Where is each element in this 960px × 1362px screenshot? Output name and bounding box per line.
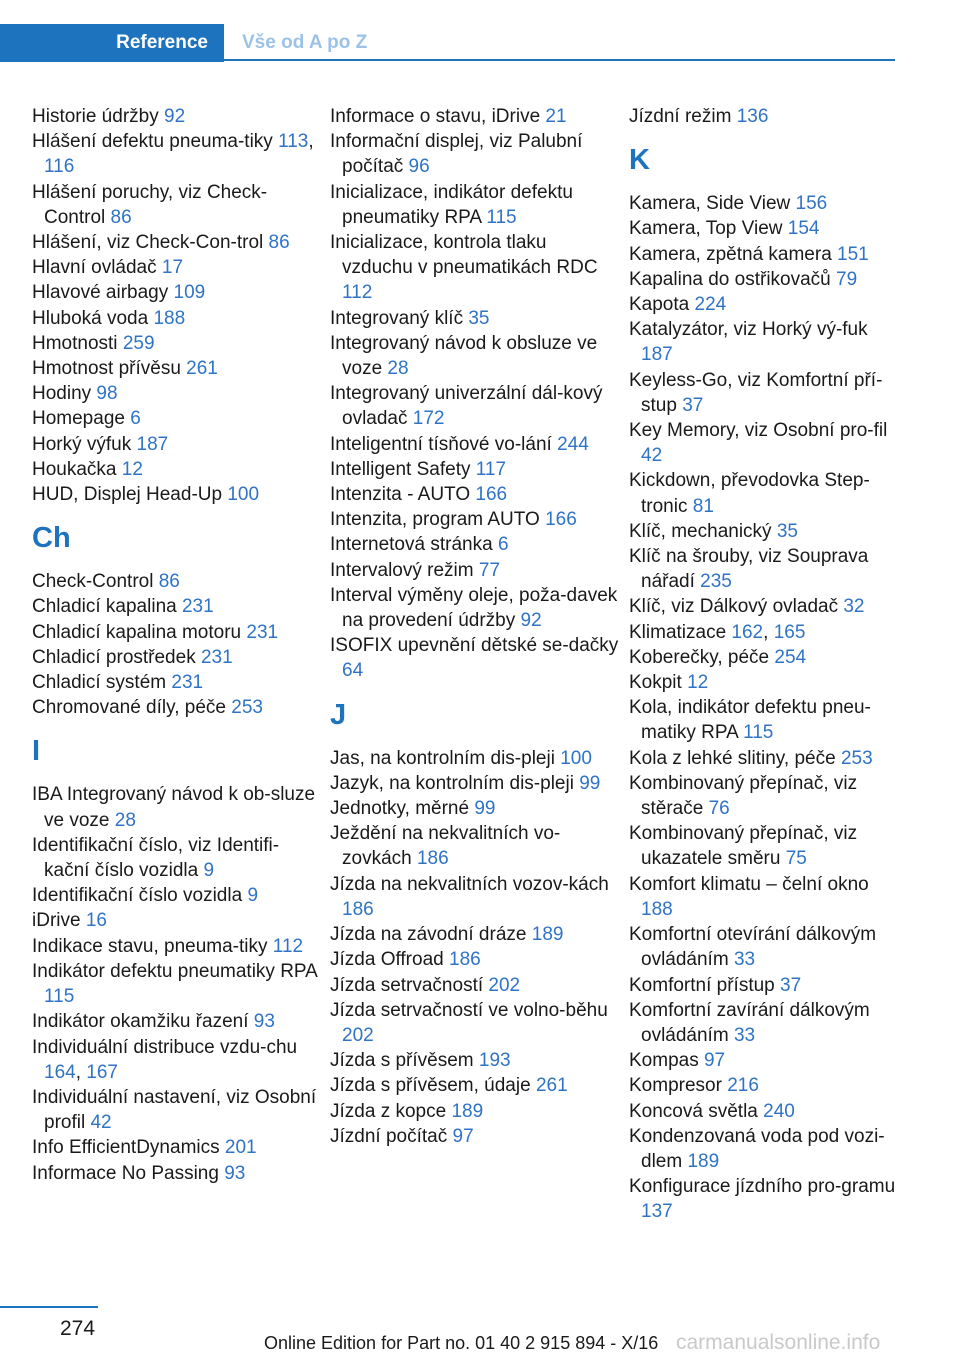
- index-term: Integrovaný klíč: [330, 307, 469, 329]
- index-term: Komfortní přístup: [629, 974, 781, 996]
- page-link[interactable]: 115: [44, 986, 75, 1008]
- index-column-3: [629, 104, 904, 1225]
- index-entry: [32, 331, 322, 356]
- page-link[interactable]: 188: [153, 307, 186, 329]
- page-link[interactable]: 100: [227, 484, 260, 506]
- index-entry: [330, 507, 620, 532]
- index-term: Identifikační číslo vozidla: [32, 885, 248, 907]
- page-link[interactable]: 166: [475, 484, 508, 506]
- index-term: Kapalina do ostřikovačů: [629, 268, 837, 290]
- index-term: Historie údržby: [32, 106, 164, 127]
- page-link[interactable]: 116: [44, 156, 75, 178]
- index-entry: [330, 872, 620, 922]
- index-entry: [629, 468, 904, 518]
- page-link[interactable]: 96: [408, 156, 430, 178]
- index-term: Koncová světla: [629, 1100, 764, 1122]
- page-link[interactable]: 86: [158, 571, 180, 593]
- page-link[interactable]: 109: [173, 282, 206, 304]
- page-link[interactable]: 202: [488, 974, 521, 996]
- index-entry: [629, 544, 904, 594]
- index-term: Jízda s přívěsem: [330, 1050, 479, 1072]
- index-entry: [629, 216, 904, 241]
- page-link[interactable]: 99: [579, 772, 601, 794]
- page-link[interactable]: 235: [700, 571, 732, 593]
- index-term: Hlavní ovládač: [32, 257, 162, 279]
- header-rule: [224, 59, 895, 61]
- tab-az[interactable]: Vše od A po Z: [242, 32, 368, 53]
- index-term: Jednotky, měrné: [330, 798, 475, 820]
- index-term: Integrovaný univerzální dál‐kový ovladač: [330, 383, 603, 430]
- index-entry: [629, 1099, 904, 1124]
- index-term: Klimatizace: [629, 621, 732, 643]
- page-link[interactable]: 9: [203, 860, 215, 882]
- index-term: Indikátor defektu pneumatiky RPA: [32, 960, 317, 982]
- page-link[interactable]: 259: [122, 332, 155, 354]
- index-term: Jízda setrvačností: [330, 974, 489, 996]
- index-entry: [32, 833, 322, 883]
- page-link[interactable]: 6: [130, 408, 141, 430]
- page-link[interactable]: 17: [161, 257, 184, 279]
- index-entry: [629, 872, 904, 922]
- index-entry: [330, 583, 620, 633]
- page-link[interactable]: 9: [247, 885, 259, 907]
- index-entry: [629, 519, 904, 544]
- page-link[interactable]: 162: [731, 621, 764, 643]
- index-entry: [629, 1174, 904, 1224]
- index-term: Hlášení defektu pneuma‐tiky: [32, 131, 279, 153]
- index-entry: [330, 381, 620, 431]
- index-entry: [330, 973, 620, 998]
- page-link[interactable]: 97: [703, 1050, 726, 1072]
- index-term: Kamera, Top View: [629, 218, 788, 240]
- page-link[interactable]: 240: [763, 1100, 795, 1122]
- index-term: Kapota: [629, 294, 695, 316]
- index-entry: [629, 771, 904, 821]
- page-link[interactable]: 112: [272, 935, 304, 957]
- page-link[interactable]: 93: [253, 1011, 275, 1033]
- page-link[interactable]: 231: [181, 596, 214, 618]
- index-entry: [629, 191, 904, 216]
- page-link[interactable]: 75: [785, 848, 807, 870]
- index-term: Indikátor okamžiku řazení: [32, 1011, 254, 1033]
- page-link[interactable]: 33: [733, 949, 756, 971]
- page-link[interactable]: 32: [843, 596, 865, 618]
- page-link[interactable]: 136: [736, 106, 769, 127]
- index-entry: [629, 1048, 904, 1073]
- index-term: Komfortní otevírání dálkovým ovládáním: [629, 924, 877, 971]
- index-term: Informační displej, viz Palubní počítač: [330, 131, 583, 178]
- index-entry: [32, 670, 322, 695]
- index-entry: [629, 418, 904, 468]
- index-entry: [32, 406, 322, 431]
- page-link[interactable]: 151: [837, 243, 869, 265]
- page-number: 274: [60, 1317, 96, 1340]
- index-entry: [32, 432, 322, 457]
- index-term: iDrive: [32, 910, 86, 932]
- index-entry: [32, 883, 322, 908]
- index-term: Key Memory, viz Osobní pro‐fil: [629, 420, 888, 442]
- index-entry: [32, 934, 322, 959]
- index-entry: [330, 1073, 620, 1098]
- index-entry: [330, 104, 620, 129]
- index-term: Hlášení, viz Check-Con‐trol: [32, 232, 269, 254]
- index-term: Hodiny: [32, 383, 97, 405]
- watermark: carmanualsonline.info: [676, 1331, 881, 1354]
- index-term: Individuální distribuce vzdu‐chu: [32, 1036, 298, 1058]
- index-entry: [330, 129, 620, 179]
- index-term: Kickdown, převodovka Step‐tronic: [629, 470, 870, 517]
- index-entry: [330, 771, 620, 796]
- index-term: Hluboká voda: [32, 307, 154, 329]
- index-term: Kola z lehké slitiny, péče: [629, 747, 841, 769]
- index-term: Jízda z kopce: [330, 1100, 452, 1122]
- index-term: Identifikační číslo, viz Identifi‐kační číslo vozidla: [32, 834, 280, 882]
- page-link[interactable]: 92: [164, 106, 186, 127]
- page-link[interactable]: 93: [224, 1162, 246, 1184]
- index-entry: [32, 594, 322, 619]
- index-term: Klíč, viz Dálkový ovladač: [629, 596, 844, 618]
- page-link[interactable]: 115: [743, 722, 774, 744]
- page-link[interactable]: 166: [545, 509, 577, 531]
- index-entry: [629, 242, 904, 267]
- index-term: Chladicí kapalina: [32, 596, 182, 618]
- index-entry: [32, 1009, 322, 1034]
- footer-rule: [0, 1306, 98, 1308]
- index-term: Kamera, Side View: [629, 193, 796, 215]
- index-term: Hmotnosti: [32, 332, 123, 354]
- page-link[interactable]: 77: [478, 559, 501, 581]
- page-link[interactable]: 28: [387, 358, 409, 380]
- index-entry: [32, 1161, 322, 1186]
- index-term: Kompas: [629, 1050, 704, 1072]
- index-term: Kokpit: [629, 672, 688, 694]
- page-link[interactable]: 193: [478, 1050, 511, 1072]
- index-entry: [32, 306, 322, 331]
- index-term: Klíč na šrouby, viz Souprava nářadí: [629, 546, 869, 593]
- index-entry: [330, 306, 620, 331]
- index-entry: [629, 594, 904, 619]
- index-entry: [629, 1124, 904, 1174]
- index-term: Integrovaný návod k obsluze ve voze: [330, 332, 598, 380]
- index-entry: [629, 368, 904, 418]
- index-entry: [32, 104, 322, 129]
- page-link[interactable]: 156: [795, 193, 828, 215]
- index-entry: [330, 947, 620, 972]
- index-term: Jízda setrvačností ve volno‐běhu: [330, 999, 608, 1021]
- section-letter: J: [330, 698, 347, 731]
- index-entry: [330, 230, 620, 306]
- index-entry: [330, 432, 620, 457]
- page-link[interactable]: 42: [90, 1112, 112, 1134]
- page-link[interactable]: 261: [186, 358, 218, 380]
- index-term: Inicializace, indikátor defektu pneumatiky RPA: [330, 181, 573, 228]
- page-link[interactable]: 12: [687, 672, 709, 694]
- tab-reference[interactable]: Reference: [0, 24, 224, 62]
- index-entry: [32, 356, 322, 381]
- page-link[interactable]: 189: [687, 1150, 720, 1172]
- page-link[interactable]: 35: [776, 520, 798, 542]
- index-term: Intenzita, program AUTO: [330, 509, 546, 531]
- page-link[interactable]: 231: [246, 621, 279, 643]
- page-link[interactable]: 186: [416, 848, 449, 870]
- index-term: Info EfficientDynamics: [32, 1137, 225, 1159]
- index-entry: [32, 457, 322, 482]
- index-term: Indikace stavu, pneuma‐tiky: [32, 935, 273, 957]
- page-link[interactable]: 117: [475, 458, 507, 480]
- index-term: Jízda na nekvalitních vozov‐kách: [330, 873, 609, 895]
- index-entry: [32, 230, 322, 255]
- index-term: Houkačka: [32, 458, 122, 480]
- index-entry: [330, 482, 620, 507]
- index-entry: [629, 998, 904, 1048]
- index-term: Komfort klimatu – čelní okno: [629, 873, 869, 895]
- index-entry: [629, 695, 904, 745]
- page-link[interactable]: 42: [641, 445, 663, 467]
- page-link[interactable]: 37: [780, 974, 802, 996]
- page-link[interactable]: 79: [836, 268, 858, 290]
- page-link[interactable]: 231: [171, 672, 204, 694]
- index-entry: [330, 1048, 620, 1073]
- index-term: Koberečky, péče: [629, 646, 775, 668]
- page-link[interactable]: 35: [468, 307, 490, 329]
- index-term: Hmotnost přívěsu: [32, 358, 187, 380]
- index-entry: [32, 695, 322, 720]
- index-entry: [629, 973, 904, 998]
- index-term: Kombinovaný přepínač, viz ukazatele směru: [629, 823, 858, 870]
- index-term: Informace o stavu, iDrive: [330, 106, 546, 127]
- index-entry: [330, 998, 620, 1048]
- index-term: HUD, Displej Head-Up: [32, 484, 228, 506]
- index-entry: [330, 633, 620, 683]
- page-link[interactable]: 154: [787, 218, 820, 240]
- index-term: Kondenzovaná voda pod vozi‐dlem: [629, 1125, 885, 1172]
- index-entry: [629, 746, 904, 771]
- index-term: Intervalový režim: [330, 559, 479, 581]
- page-link[interactable]: 92: [520, 610, 542, 632]
- index-term: Keyless-Go, viz Komfortní pří‐stup: [629, 369, 883, 416]
- page-link[interactable]: 231: [200, 646, 233, 668]
- index-entry: [629, 292, 904, 317]
- index-term: Hlášení poruchy, viz Check-Control: [32, 181, 268, 228]
- index-entry: Klimatizace 162, 165: [629, 621, 806, 643]
- page-link[interactable]: 186: [449, 949, 481, 971]
- page-link[interactable]: 115: [486, 206, 517, 228]
- section-letter: K: [629, 144, 650, 177]
- page-link[interactable]: 253: [840, 747, 873, 769]
- index-term: Kombinovaný přepínač, viz stěrače: [629, 772, 858, 820]
- index-entry: [32, 255, 322, 280]
- page-link[interactable]: 216: [727, 1075, 759, 1097]
- index-entry: [32, 569, 322, 594]
- index-entry: [629, 1073, 904, 1098]
- page-link[interactable]: 187: [136, 433, 169, 455]
- index-term: Chladicí kapalina motoru: [32, 621, 247, 643]
- page-link[interactable]: 186: [342, 898, 374, 920]
- index-term: Katalyzátor, viz Horký vý‐fuk: [629, 319, 868, 341]
- page-link[interactable]: 189: [531, 924, 564, 946]
- index-term: Interval výměny oleje, poža‐davek na provedení údržby: [330, 584, 618, 632]
- index-entry: [330, 821, 620, 871]
- index-entry: [629, 104, 904, 129]
- page-link[interactable]: 12: [121, 458, 143, 480]
- index-term: Konfigurace jízdního pro‐gramu: [629, 1176, 896, 1198]
- index-entry: [32, 482, 322, 507]
- index-entry: [330, 796, 620, 821]
- index-entry: [32, 1085, 322, 1135]
- page-link[interactable]: 188: [641, 898, 673, 920]
- index-term: Jízda na závodní dráze: [330, 924, 532, 946]
- page-link[interactable]: 33: [733, 1024, 756, 1046]
- index-term: Kamera, zpětná kamera: [629, 243, 838, 265]
- index-term: Jízda Offroad: [330, 949, 449, 971]
- index-entry: [32, 782, 322, 832]
- page-link[interactable]: 112: [342, 282, 373, 304]
- index-term: Chromované díly, péče: [32, 697, 232, 719]
- page-link[interactable]: 137: [641, 1201, 673, 1223]
- index-term: Intelligent Safety: [330, 458, 476, 480]
- index-term: Klíč, mechanický: [629, 520, 777, 542]
- section-letter: Ch: [32, 522, 71, 555]
- index-entry: [629, 821, 904, 871]
- page-link[interactable]: 244: [557, 433, 589, 455]
- index-term: Kola, indikátor defektu pneu‐matiky RPA: [629, 697, 871, 744]
- index-entry: [629, 317, 904, 367]
- index-column-2: [330, 104, 620, 1149]
- page-link[interactable]: 37: [682, 394, 704, 416]
- index-term: Jas, na kontrolním dis‐pleji: [330, 747, 561, 769]
- page-link[interactable]: 28: [114, 809, 136, 831]
- page-link[interactable]: 202: [342, 1024, 374, 1046]
- index-entry: Individuální distribuce vzdu‐chu 164, 167: [32, 1036, 298, 1083]
- index-entry: [32, 180, 322, 230]
- page-link[interactable]: 261: [535, 1075, 568, 1097]
- index-entry: [32, 908, 322, 933]
- page-link[interactable]: 81: [692, 495, 714, 517]
- index-term: Chladicí prostředek: [32, 646, 201, 668]
- index-term: Komfortní zavírání dálkovým ovládáním: [629, 999, 870, 1046]
- index-entry: [330, 532, 620, 557]
- index-term: Internetová stránka: [330, 534, 498, 556]
- index-entry: [629, 645, 904, 670]
- index-entry: [330, 1099, 620, 1124]
- page-link[interactable]: 113: [278, 131, 309, 153]
- index-term: Intenzita - AUTO: [330, 484, 476, 506]
- page-link[interactable]: 224: [694, 294, 727, 316]
- index-term: Homepage: [32, 408, 131, 430]
- index-term: Chladicí systém: [32, 672, 172, 694]
- index-entry: [32, 381, 322, 406]
- index-term: Informace No Passing: [32, 1162, 225, 1184]
- index-entry: [32, 959, 322, 1009]
- index-term: Inteligentní tísňové vo‐lání: [330, 433, 558, 455]
- page-link[interactable]: 100: [560, 747, 592, 769]
- page-link[interactable]: 97: [452, 1125, 474, 1147]
- index-term: Individuální nastavení, viz Osobní profil: [32, 1086, 317, 1134]
- page-link[interactable]: 76: [708, 798, 730, 820]
- page-link[interactable]: 86: [268, 232, 290, 254]
- index-entry: [330, 180, 620, 230]
- index-entry: [330, 331, 620, 381]
- index-entry: [330, 1124, 620, 1149]
- header-bar: [0, 24, 895, 62]
- index-term: Kompresor: [629, 1075, 728, 1097]
- index-term: Check-Control: [32, 571, 159, 593]
- index-entry: [629, 922, 904, 972]
- index-term: IBA Integrovaný návod k ob‐sluze ve voze: [32, 784, 316, 831]
- page-link[interactable]: 187: [641, 344, 673, 366]
- page-link[interactable]: 16: [85, 910, 107, 932]
- index-term: Jízdní počítač: [330, 1125, 453, 1147]
- page-link[interactable]: 98: [96, 383, 118, 405]
- index-entry: [629, 267, 904, 292]
- index-entry: [32, 645, 322, 670]
- page-link[interactable]: 64: [342, 660, 364, 682]
- index-entry: [32, 620, 322, 645]
- index-term: ISOFIX upevnění dětské se‐dačky: [330, 635, 619, 657]
- index-term: Inicializace, kontrola tlaku vzduchu v pneumatikách RDC: [330, 232, 598, 279]
- index-entry: [330, 558, 620, 583]
- page-link[interactable]: 21: [545, 106, 567, 127]
- index-entry: [629, 670, 904, 695]
- index-term: Jízdní režim: [629, 106, 737, 127]
- index-entry: [32, 1135, 322, 1160]
- edition-text: Online Edition for Part no. 01 40 2 915 894 - X/16: [264, 1333, 659, 1353]
- page-link[interactable]: 165: [773, 621, 806, 643]
- section-letter: I: [32, 735, 41, 768]
- page-link[interactable]: 201: [224, 1137, 257, 1159]
- index-entry: [330, 746, 620, 771]
- page-link[interactable]: 99: [474, 798, 496, 820]
- index-entry: [330, 457, 620, 482]
- page-link[interactable]: 189: [451, 1100, 484, 1122]
- index-entry: [330, 922, 620, 947]
- page-link[interactable]: 253: [231, 697, 263, 719]
- page-link[interactable]: 172: [412, 408, 445, 430]
- index-column-1: [32, 104, 322, 1186]
- index-entry: Hlášení defektu pneuma‐tiky 113, 116: [32, 131, 314, 178]
- index-entry: [32, 280, 322, 305]
- page-link[interactable]: 167: [86, 1061, 118, 1083]
- page-link[interactable]: 86: [110, 206, 132, 228]
- index-term: Jízda s přívěsem, údaje: [330, 1075, 536, 1097]
- index-term: Ježdění na nekvalitních vo‐zovkách: [330, 823, 561, 870]
- page-link[interactable]: 164: [44, 1061, 76, 1083]
- index-term: Jazyk, na kontrolním dis‐pleji: [330, 772, 580, 794]
- page-link[interactable]: 6: [497, 534, 509, 556]
- page-link[interactable]: 254: [774, 646, 807, 668]
- index-term: Horký výfuk: [32, 433, 137, 455]
- index-term: Hlavové airbagy: [32, 282, 174, 304]
